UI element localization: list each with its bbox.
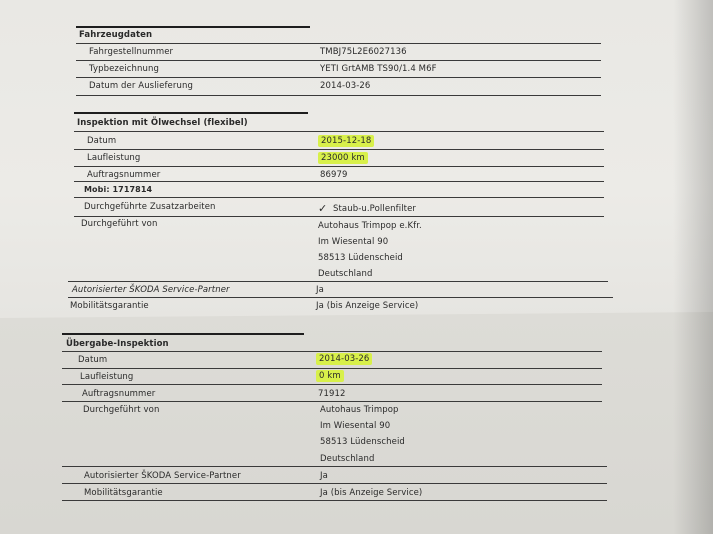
- label-durchgefuehrt-uebergabe: Durchgeführt von: [83, 405, 160, 415]
- address-line-3-uebergabe: 58513 Lüdenscheid: [320, 437, 405, 447]
- row-divider: [76, 60, 601, 61]
- value-zusatzarbeiten: Staub-u.Pollenfilter: [333, 204, 417, 214]
- label-laufleistung-uebergabe: Laufleistung: [80, 372, 134, 382]
- row-divider: [68, 297, 613, 298]
- section-rule: [74, 112, 308, 114]
- value-auftragsnummer-uebergabe: 71912: [318, 389, 346, 399]
- address-line-2: Im Wiesental 90: [318, 237, 389, 247]
- row-divider: [74, 197, 604, 198]
- row-divider: [62, 401, 602, 402]
- label-service-partner-uebergabe: Autorisierter ŠKODA Service-Partner: [84, 471, 241, 481]
- label-durchgefuehrt: Durchgeführt von: [81, 219, 158, 229]
- row-divider: [62, 466, 607, 467]
- address-line-1-uebergabe: Autohaus Trimpop: [320, 405, 399, 415]
- label-datum: Datum: [87, 136, 117, 146]
- checkmark-icon: ✓: [318, 202, 328, 215]
- row-divider: [74, 149, 604, 150]
- value-laufleistung-highlighted: 23000 km: [318, 152, 368, 164]
- row-divider: [62, 384, 602, 385]
- label-service-partner: Autorisierter ŠKODA Service-Partner: [72, 285, 230, 295]
- row-divider: [74, 131, 604, 132]
- row-divider: [76, 43, 601, 44]
- row-divider: [74, 181, 604, 182]
- value-mobilitaetsgarantie: Ja (bis Anzeige Service): [316, 301, 419, 311]
- row-divider: [62, 351, 602, 352]
- value-fahrgestellnummer: TMBJ75L2E6027136: [320, 47, 407, 57]
- section-rule: [76, 26, 310, 28]
- value-service-partner: Ja: [316, 285, 324, 295]
- label-datum-uebergabe: Datum: [78, 355, 108, 365]
- address-line-3: 58513 Lüdenscheid: [318, 253, 403, 263]
- row-divider: [76, 95, 601, 96]
- row-divider: [68, 281, 608, 282]
- label-laufleistung: Laufleistung: [87, 153, 141, 163]
- page-shadow: [673, 0, 713, 534]
- value-auslieferung: 2014-03-26: [320, 81, 371, 91]
- value-datum-uebergabe-highlighted: 2014-03-26: [316, 353, 372, 365]
- row-divider: [74, 166, 604, 167]
- label-auftragsnummer-uebergabe: Auftragsnummer: [82, 389, 156, 399]
- row-divider: [62, 368, 602, 369]
- address-line-4: Deutschland: [318, 269, 373, 279]
- label-fahrgestellnummer: Fahrgestellnummer: [89, 47, 174, 57]
- value-auftragsnummer: 86979: [320, 170, 348, 180]
- value-service-partner-uebergabe: Ja: [320, 471, 328, 481]
- section-title-inspektion: Inspektion mit Ölwechsel (flexibel): [77, 118, 248, 128]
- value-laufleistung-uebergabe-highlighted: 0 km: [316, 370, 344, 382]
- row-divider: [76, 77, 601, 78]
- row-divider: [62, 483, 607, 484]
- value-mobilitaetsgarantie-uebergabe: Ja (bis Anzeige Service): [320, 488, 423, 498]
- label-mobilitaetsgarantie: Mobilitätsgarantie: [70, 301, 149, 311]
- label-mobilitaetsgarantie-uebergabe: Mobilitätsgarantie: [84, 488, 163, 498]
- section-title-uebergabe: Übergabe-Inspektion: [66, 339, 169, 349]
- address-line-1: Autohaus Trimpop e.Kfr.: [318, 221, 422, 231]
- section-rule: [62, 333, 304, 335]
- section-title-fahrzeugdaten: Fahrzeugdaten: [79, 30, 153, 40]
- label-auftragsnummer: Auftragsnummer: [87, 170, 161, 180]
- address-line-2-uebergabe: Im Wiesental 90: [320, 421, 391, 431]
- label-auslieferung: Datum der Auslieferung: [89, 81, 193, 91]
- label-zusatzarbeiten: Durchgeführte Zusatzarbeiten: [84, 202, 216, 212]
- label-typbezeichnung: Typbezeichnung: [89, 64, 159, 74]
- row-divider: [74, 216, 604, 217]
- value-datum-highlighted: 2015-12-18: [318, 135, 374, 147]
- row-divider: [62, 500, 607, 501]
- value-typbezeichnung: YETI GrtAMB TS90/1.4 M6F: [320, 64, 437, 74]
- address-line-4-uebergabe: Deutschland: [320, 454, 375, 464]
- mobil-number: Mobi: 1717814: [84, 185, 153, 194]
